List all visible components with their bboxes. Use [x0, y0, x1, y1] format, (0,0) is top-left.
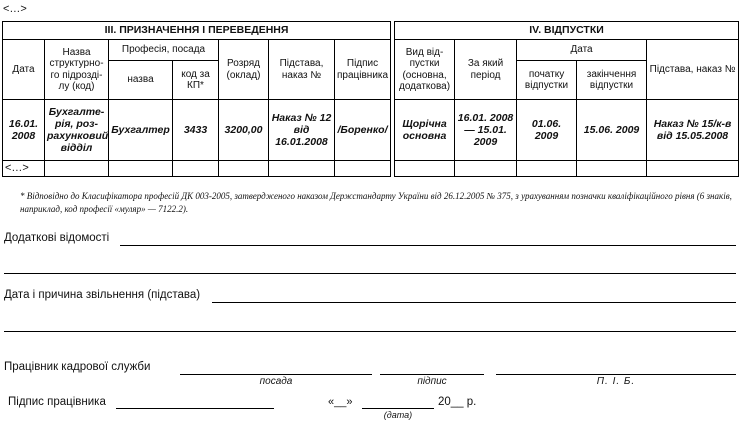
section3-title: ІІІ. ПРИЗНАЧЕННЯ І ПЕРЕВЕДЕННЯ [3, 22, 391, 40]
header-signature: Підпис працівника [335, 40, 391, 100]
header-leave-date: Дата [517, 40, 647, 61]
cell-kp-code: 3433 [173, 100, 219, 161]
hr-name-line[interactable] [496, 374, 736, 375]
cell-start: 01.06. 2009 [517, 100, 577, 161]
bottom-ellipsis: <…> [3, 161, 45, 177]
cell-name: Бухгалтер [109, 100, 173, 161]
date-year-field[interactable]: 20__ р. [438, 396, 477, 408]
header-name: назва [109, 61, 173, 100]
table-row [3, 100, 739, 161]
date-caption: (дата) [383, 410, 413, 420]
cell-date: 16.01. 2008 [3, 100, 45, 161]
header-period: За який період [455, 40, 517, 100]
cell-period: 16.01. 2008 — 15.01. 2009 [455, 100, 517, 161]
employee-signature-label: Підпис працівника [8, 396, 106, 408]
cell-end: 15.06. 2009 [577, 100, 647, 161]
header-start: початку відпустки [517, 61, 577, 100]
cell-basis: Наказ № 12 від 16.01.2008 [269, 100, 335, 161]
employee-signature-line[interactable] [116, 408, 274, 409]
hr-signature-caption: підпис [417, 376, 447, 387]
top-ellipsis: <…> [3, 3, 27, 15]
dismissal-line-2[interactable] [4, 331, 736, 332]
footnote: * Відповідно до Класифікатора професій ДК 003-2005, затвердженого наказом Держстандарту України від 26.12.2005 № 375, з урахуванням позначки кваліфікаційного рівня (6 знаків, наприклад, код професії «муляр» — 7122.2). [20, 191, 732, 215]
header-date: Дата [3, 40, 45, 100]
additional-info-line-2[interactable] [4, 273, 736, 274]
cell-grade: 3200,00 [219, 100, 269, 161]
header-grade: Розряд (оклад) [219, 40, 269, 100]
additional-info-line[interactable] [120, 245, 736, 246]
hr-name-caption: П. І. Б. [596, 376, 636, 387]
section4-title: IV. ВІДПУСТКИ [395, 22, 739, 40]
date-month-line[interactable] [362, 408, 434, 409]
header-kp-code: код за КП* [173, 61, 219, 100]
cell-unit: Бухгалте-рія, роз-рахунковий відділ [45, 100, 109, 161]
dismissal-label: Дата і причина звільнення (підстава) [4, 289, 201, 301]
header-end: закінчення відпустки [577, 61, 647, 100]
cell-signature: /Боренко/ [335, 100, 391, 161]
dismissal-line[interactable] [212, 302, 736, 303]
hr-position-line[interactable] [180, 374, 372, 375]
header-unit: Назва структурно-го підрозді-лу (код) [45, 40, 109, 100]
cell-leave-type: Щорічна основна [395, 100, 455, 161]
hr-signature-line[interactable] [380, 374, 484, 375]
employment-table [2, 21, 739, 177]
hr-worker-label: Працівник кадрової служби [4, 361, 151, 373]
header-basis2: Підстава, наказ № [647, 40, 739, 100]
header-basis: Підстава, наказ № [269, 40, 335, 100]
hr-position-caption: посада [259, 376, 293, 387]
date-day-field[interactable]: «__» [328, 396, 353, 408]
cell-basis2: Наказ № 15/к-в від 15.05.2008 [647, 100, 739, 161]
additional-info-label: Додаткові відомості [4, 232, 110, 244]
header-leave-type: Вид від-пустки (основна, додаткова) [395, 40, 455, 100]
header-profession: Професія, посада [109, 40, 219, 61]
